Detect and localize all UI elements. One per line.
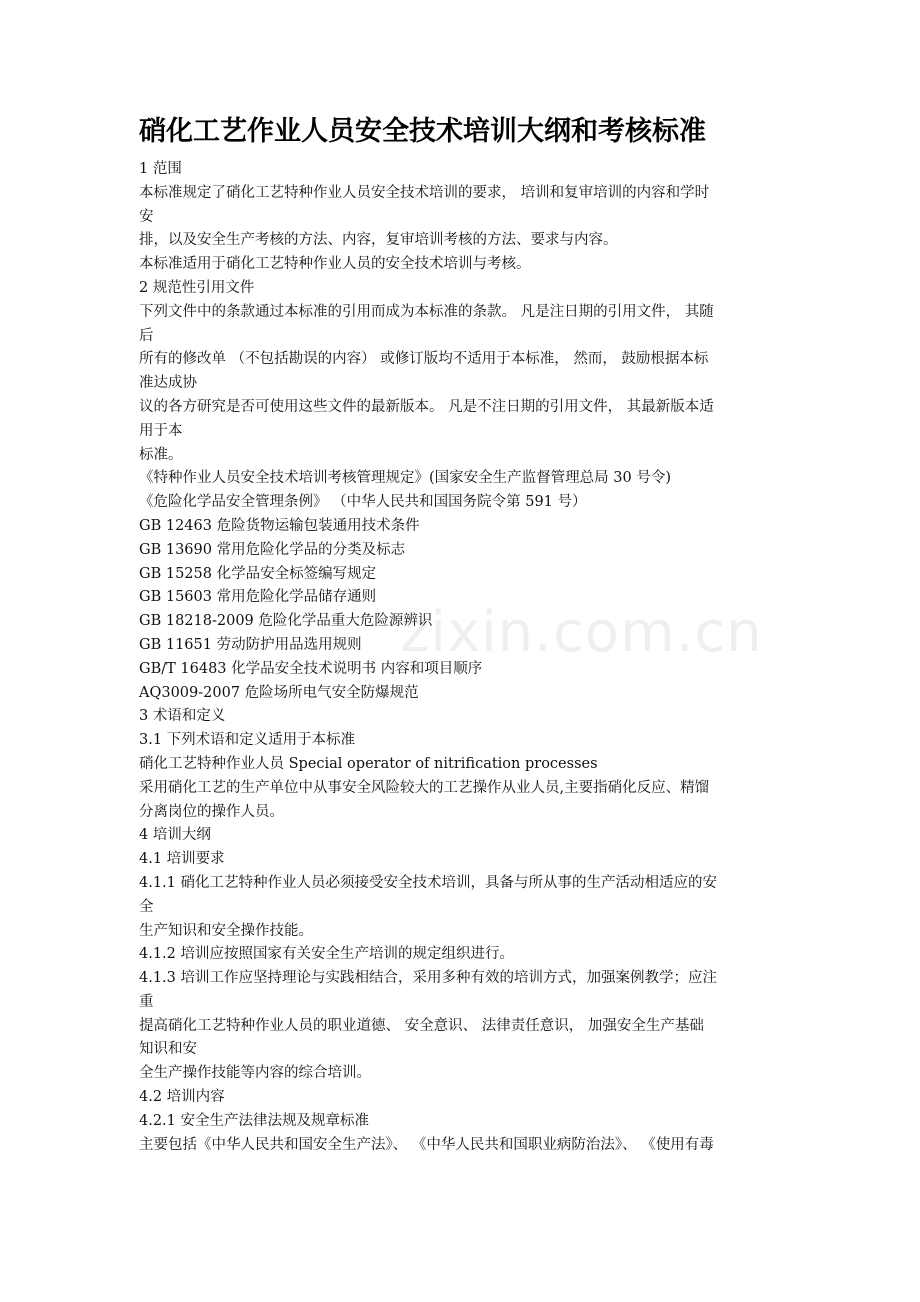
watermark: zixin.com.cn <box>400 600 763 665</box>
text-line: 生产知识和安全操作技能。 <box>139 922 313 939</box>
text-line: 下列文件中的条款通过本标准的引用而成为本标准的条款。 凡是注日期的引用文件， 其随 <box>139 303 714 320</box>
text-line: 3.1 下列术语和定义适用于本标准 <box>139 732 356 749</box>
text-line: 2 规范性引用文件 <box>139 279 255 296</box>
text-line: 4.1.2 培训应按照国家有关安全生产培训的规定组织进行。 <box>139 946 515 963</box>
text-line: GB 15603 常用危险化学品储存通则 <box>139 589 377 606</box>
text-line: 标准。 <box>139 446 183 463</box>
text-line: 全 <box>139 898 154 915</box>
text-line: 后 <box>139 327 154 344</box>
text-line: 4.1.3 培训工作应坚持理论与实践相结合，采用多种有效的培训方式，加强案例教学；应注 <box>139 970 717 987</box>
document-body <box>139 158 799 1157</box>
text-line: 4 培训大纲 <box>139 827 211 844</box>
text-line: 4.1 培训要求 <box>139 851 225 868</box>
text-line: 《特种作业人员安全技术培训考核管理规定》(国家安全生产监督管理总局 30 号令) <box>139 470 671 487</box>
text-line: GB 15258 化学品安全标签编写规定 <box>139 565 377 582</box>
text-line: 用于本 <box>139 422 183 439</box>
text-line: GB 18218-2009 危险化学品重大危险源辨识 <box>139 613 433 630</box>
text-line: 重 <box>139 993 154 1010</box>
text-line: 4.1.1 硝化工艺特种作业人员必须接受安全技术培训，具备与所从事的生产活动相适应的安 <box>139 874 717 891</box>
text-line: 议的各方研究是否可使用这些文件的最新版本。 凡是不注日期的引用文件， 其最新版本适 <box>139 398 714 415</box>
text-line: 准达成协 <box>139 375 197 392</box>
text-line: 安 <box>139 208 154 225</box>
text-line: 《危险化学品安全管理条例》 （中华人民共和国国务院令第 591 号） <box>139 494 587 511</box>
text-line: GB 13690 常用危险化学品的分类及标志 <box>139 541 406 558</box>
text-line: 采用硝化工艺的生产单位中从事安全风险较大的工艺操作从业人员,主要指硝化反应、精馏 <box>139 779 710 796</box>
text-line: 4.2 培训内容 <box>139 1089 225 1106</box>
text-line: AQ3009-2007 危险场所电气安全防爆规范 <box>139 684 419 701</box>
text-line: 1 范围 <box>139 161 182 177</box>
text-line: GB 12463 危险货物运输包装通用技术条件 <box>139 517 420 534</box>
text-line: 4.2.1 安全生产法律法规及规章标准 <box>139 1112 370 1129</box>
text-line: GB 11651 劳动防护用品选用规则 <box>139 636 362 653</box>
text-line: 硝化工艺特种作业人员 Special operator of nitrification processes <box>139 755 598 772</box>
text-line: 排，以及安全生产考核的方法、内容，复审培训考核的方法、要求与内容。 <box>139 232 618 249</box>
text-line: 3 术语和定义 <box>139 708 226 725</box>
text-line: 知识和安 <box>139 1041 197 1058</box>
document-title: 硝化工艺作业人员安全技术培训大纲和考核标准 <box>139 116 706 147</box>
text-line: 本标准适用于硝化工艺特种作业人员的安全技术培训与考核。 <box>139 256 531 273</box>
text-line: 所有的修改单 （不包括勘误的内容） 或修订版均不适用于本标准， 然而， 鼓励根据本标 <box>139 351 709 368</box>
text-line: 提高硝化工艺特种作业人员的职业道德、 安全意识、 法律责任意识， 加强安全生产基础 <box>139 1017 704 1034</box>
text-line: GB/T 16483 化学品安全技术说明书 内容和项目顺序 <box>139 660 483 677</box>
document-page <box>139 112 799 1157</box>
text-line: 分离岗位的操作人员。 <box>139 803 284 820</box>
text-line: 全生产操作技能等内容的综合培训。 <box>139 1065 371 1082</box>
text-line: 主要包括《中华人民共和国安全生产法》、 《中华人民共和国职业病防治法》、 《使用有毒 <box>139 1136 714 1153</box>
text-line: 本标准规定了硝化工艺特种作业人员安全技术培训的要求， 培训和复审培训的内容和学时 <box>139 184 710 201</box>
